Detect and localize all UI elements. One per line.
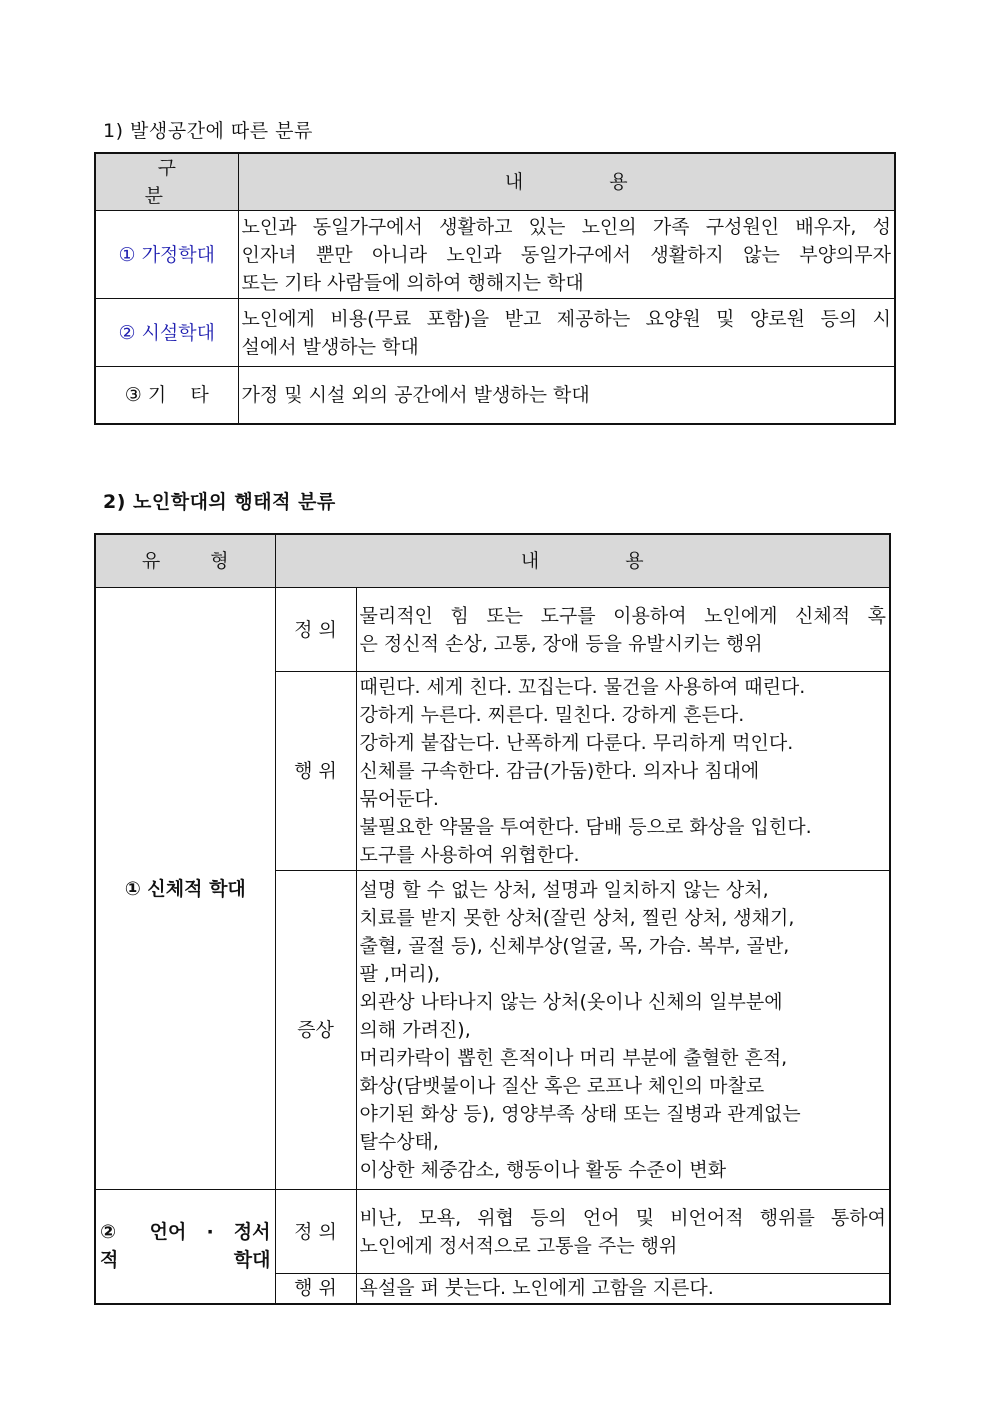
behavior-content: 때린다. 세게 친다. 꼬집는다. 물건을 사용하여 때린다. 강하게 누른다. 찌른다. 밀친다. 강하게 흔든다. 강하게 붙잡는다. 난폭하게 다룬다. 무리하게 먹인다. 신체를 구속한다. 감금(가둠)한다. 의자나 침대에 묶어둔다. 불필요한 약물을 투여한다. 담배 등으로 화상을 입힌다. 도구를 사용하여 위협한다. (356, 672, 890, 871)
definition-label: 정 의 (275, 588, 356, 672)
category-physical-abuse: ① 신체적 학대 (95, 588, 275, 1190)
header-content: 내 용 (238, 153, 895, 211)
symptom-content: 설명 할 수 없는 상처, 설명과 일치하지 않는 상처, 치료를 받지 못한 상처(잘린 상처, 찔린 상처, 생채기, 출혈, 골절 등), 신체부상(얼굴, 목, 가슴. 복부, 골반, 팔 ,머리), 외관상 나타나지 않는 상처(옷이나 신체의 일부분에 의해 가려진), 머리카락이 뽑힌 흔적이나 머리 부분에 출혈한 흔적, 화상(담뱃불이나 질산 혹은 로프나 체인의 마찰로 야기된 화상 등), 영양부족 상태 또는 질병과 관계없는 탈수상태, 이상한 체중감소, 행동이나 활동 수준이 변화 (356, 871, 890, 1190)
content-cell: 가정 및 시설 외의 공간에서 발생하는 학대 (238, 367, 895, 424)
header-content: 내 용 (275, 534, 890, 588)
table-row (95, 299, 895, 367)
section1-heading: 1) 발생공간에 따른 분류 (103, 120, 313, 142)
behavior-classification-table (94, 533, 891, 1305)
category-facility-abuse: ② 시설학대 (95, 299, 238, 367)
table-row (95, 367, 895, 424)
content-cell: 노인과 동일가구에서 생활하고 있는 노인의 가족 구성원인 배우자, 성 인자녀 뿐만 아니라 노인과 동일가구에서 생활하지 않는 부양의무자 또는 기타 사람들에 의하여 행해지는 학대 (238, 211, 895, 299)
category-home-abuse: ① 가정학대 (95, 211, 238, 299)
table-header-row (95, 534, 890, 588)
header-type: 유 형 (95, 534, 275, 588)
content-cell: 노인에게 비용(무료 포함)을 받고 제공하는 요양원 및 양로원 등의 시 설에서 발생하는 학대 (238, 299, 895, 367)
category-emotional-abuse: ② 언어 · 정서 적 학대 (95, 1190, 275, 1304)
symptom-label: 증상 (275, 871, 356, 1190)
definition-label: 정 의 (275, 1190, 356, 1274)
table-row (95, 588, 890, 672)
table-header-row (95, 153, 895, 211)
header-category: 구 분 (95, 153, 238, 211)
section2-heading: 2) 노인학대의 행태적 분류 (103, 491, 336, 513)
space-classification-table (94, 152, 896, 425)
behavior-label: 행 위 (275, 1274, 356, 1304)
behavior-label: 행 위 (275, 672, 356, 871)
definition-content: 비난, 모욕, 위협 등의 언어 및 비언어적 행위를 통하여 노인에게 정서적으로 고통을 주는 행위 (356, 1190, 890, 1274)
table-row (95, 1190, 890, 1274)
behavior-content: 욕설을 퍼 붓는다. 노인에게 고함을 지른다. (356, 1274, 890, 1304)
category-other: ③ 기 타 (95, 367, 238, 424)
definition-content: 물리적인 힘 또는 도구를 이용하여 노인에게 신체적 혹 은 정신적 손상, 고통, 장애 등을 유발시키는 행위 (356, 588, 890, 672)
table-row (95, 211, 895, 299)
